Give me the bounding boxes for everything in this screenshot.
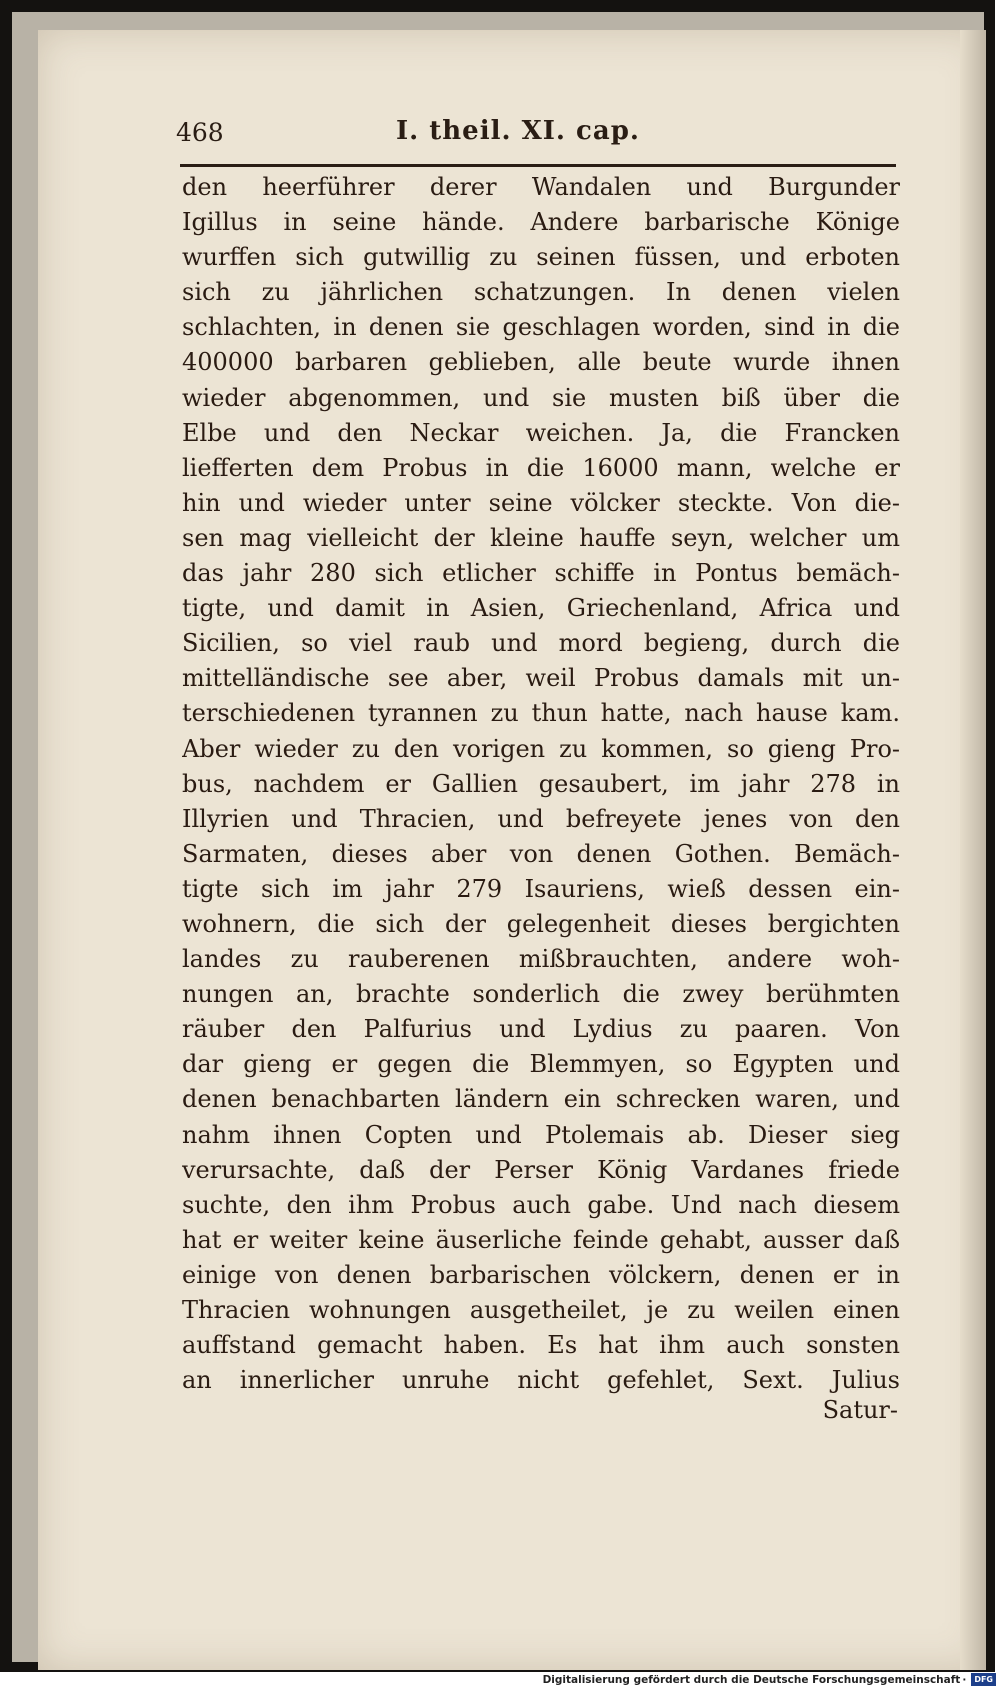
text-line: sen mag vielleicht der kleine hauffe seyn, welcher um <box>182 523 900 552</box>
text-line: Thracien wohnungen ausgetheilet, je zu weilen einen <box>182 1296 900 1324</box>
text-line: denen benachbarten ländern ein schrecken waren, und <box>182 1085 900 1114</box>
text-line: mittelländische see aber, weil Probus damals mit un- <box>182 664 900 693</box>
text-line: liefferten dem Probus in die 16000 mann, welche er <box>182 453 900 482</box>
text-line: suchte, den ihm Probus auch gabe. Und nach diesem <box>182 1190 900 1219</box>
body-text <box>182 170 900 1398</box>
text-line: hat er weiter keine äuserliche feinde gehabt, ausser daß <box>182 1225 900 1254</box>
text-line: 400000 barbaren geblieben, alle beute wurde ihnen <box>182 348 900 377</box>
text-line: tigte sich im jahr 279 Isauriens, wieß dessen ein- <box>182 874 900 903</box>
text-line: nungen an, brachte sonderlich die zwey berühmten <box>182 980 900 1009</box>
text-line: einige von denen barbarischen völckern, denen er in <box>182 1260 900 1289</box>
text-line: bus, nachdem er Gallien gesaubert, im jahr 278 in <box>182 769 900 798</box>
text-line: Aber wieder zu den vorigen zu kommen, so gieng Pro- <box>182 734 900 763</box>
text-line: terschiedenen tyrannen zu thun hatte, nach hause kam. <box>182 699 900 728</box>
text-line: dar gieng er gegen die Blemmyen, so Egypten und <box>182 1050 900 1079</box>
text-line: nahm ihnen Copten und Ptolemais ab. Dieser sieg <box>182 1120 900 1149</box>
text-line: den heerführer derer Wandalen und Burgunder <box>182 173 900 201</box>
dfg-logo-icon: DFG <box>971 1673 996 1686</box>
text-line: räuber den Palfurius und Lydius zu paaren. Von <box>182 1015 900 1044</box>
digitization-footer: Digitalisierung gefördert durch die Deutsche Forschungsgemeinschaft · DFG <box>543 1672 996 1687</box>
text-line: Illyrien und Thracien, und befreyete jenes von den <box>182 804 900 833</box>
page-header <box>176 108 898 152</box>
text-line: verursachte, daß der Perser König Vardanes friede <box>182 1155 900 1184</box>
running-head: I. theil. XI. cap. <box>396 116 640 146</box>
page-number: 468 <box>176 118 224 147</box>
text-line: Igillus in seine hände. Andere barbarische Könige <box>182 208 900 237</box>
catchword: Satur- <box>822 1396 898 1424</box>
header-rule <box>180 164 896 167</box>
text-line: Elbe und den Neckar weichen. Ja, die Francken <box>182 418 900 447</box>
text-line: Sicilien, so viel raub und mord begieng, durch die <box>182 629 900 658</box>
text-line: schlachten, in denen sie geschlagen worden, sind in die <box>182 313 900 342</box>
text-line: Sarmaten, dieses aber von denen Gothen. Bemäch- <box>182 839 900 868</box>
text-line: sich zu jährlichen schatzungen. In denen vielen <box>182 278 900 307</box>
text-line: tigte, und damit in Asien, Griechenland, Africa und <box>182 594 900 623</box>
text-line: hin und wieder unter seine völcker steckte. Von die- <box>182 488 900 517</box>
text-line: wurffen sich gutwillig zu seinen füssen, und erboten <box>182 243 900 272</box>
text-line: wohnern, die sich der gelegenheit dieses bergichten <box>182 909 900 938</box>
page-edge <box>960 30 986 1670</box>
text-line: auffstand gemacht haben. Es hat ihm auch sonsten <box>182 1331 900 1360</box>
text-line: landes zu rauberenen mißbrauchten, andere woh- <box>182 945 900 974</box>
footer-credit: Digitalisierung gefördert durch die Deutsche Forschungsgemeinschaft <box>542 1673 961 1686</box>
text-line: das jahr 280 sich etlicher schiffe in Pontus bemäch- <box>182 559 900 588</box>
text-line: an innerlicher unruhe nicht gefehlet, Sext. Julius <box>182 1366 900 1395</box>
text-line: wieder abgenommen, und sie musten biß über die <box>182 383 900 412</box>
